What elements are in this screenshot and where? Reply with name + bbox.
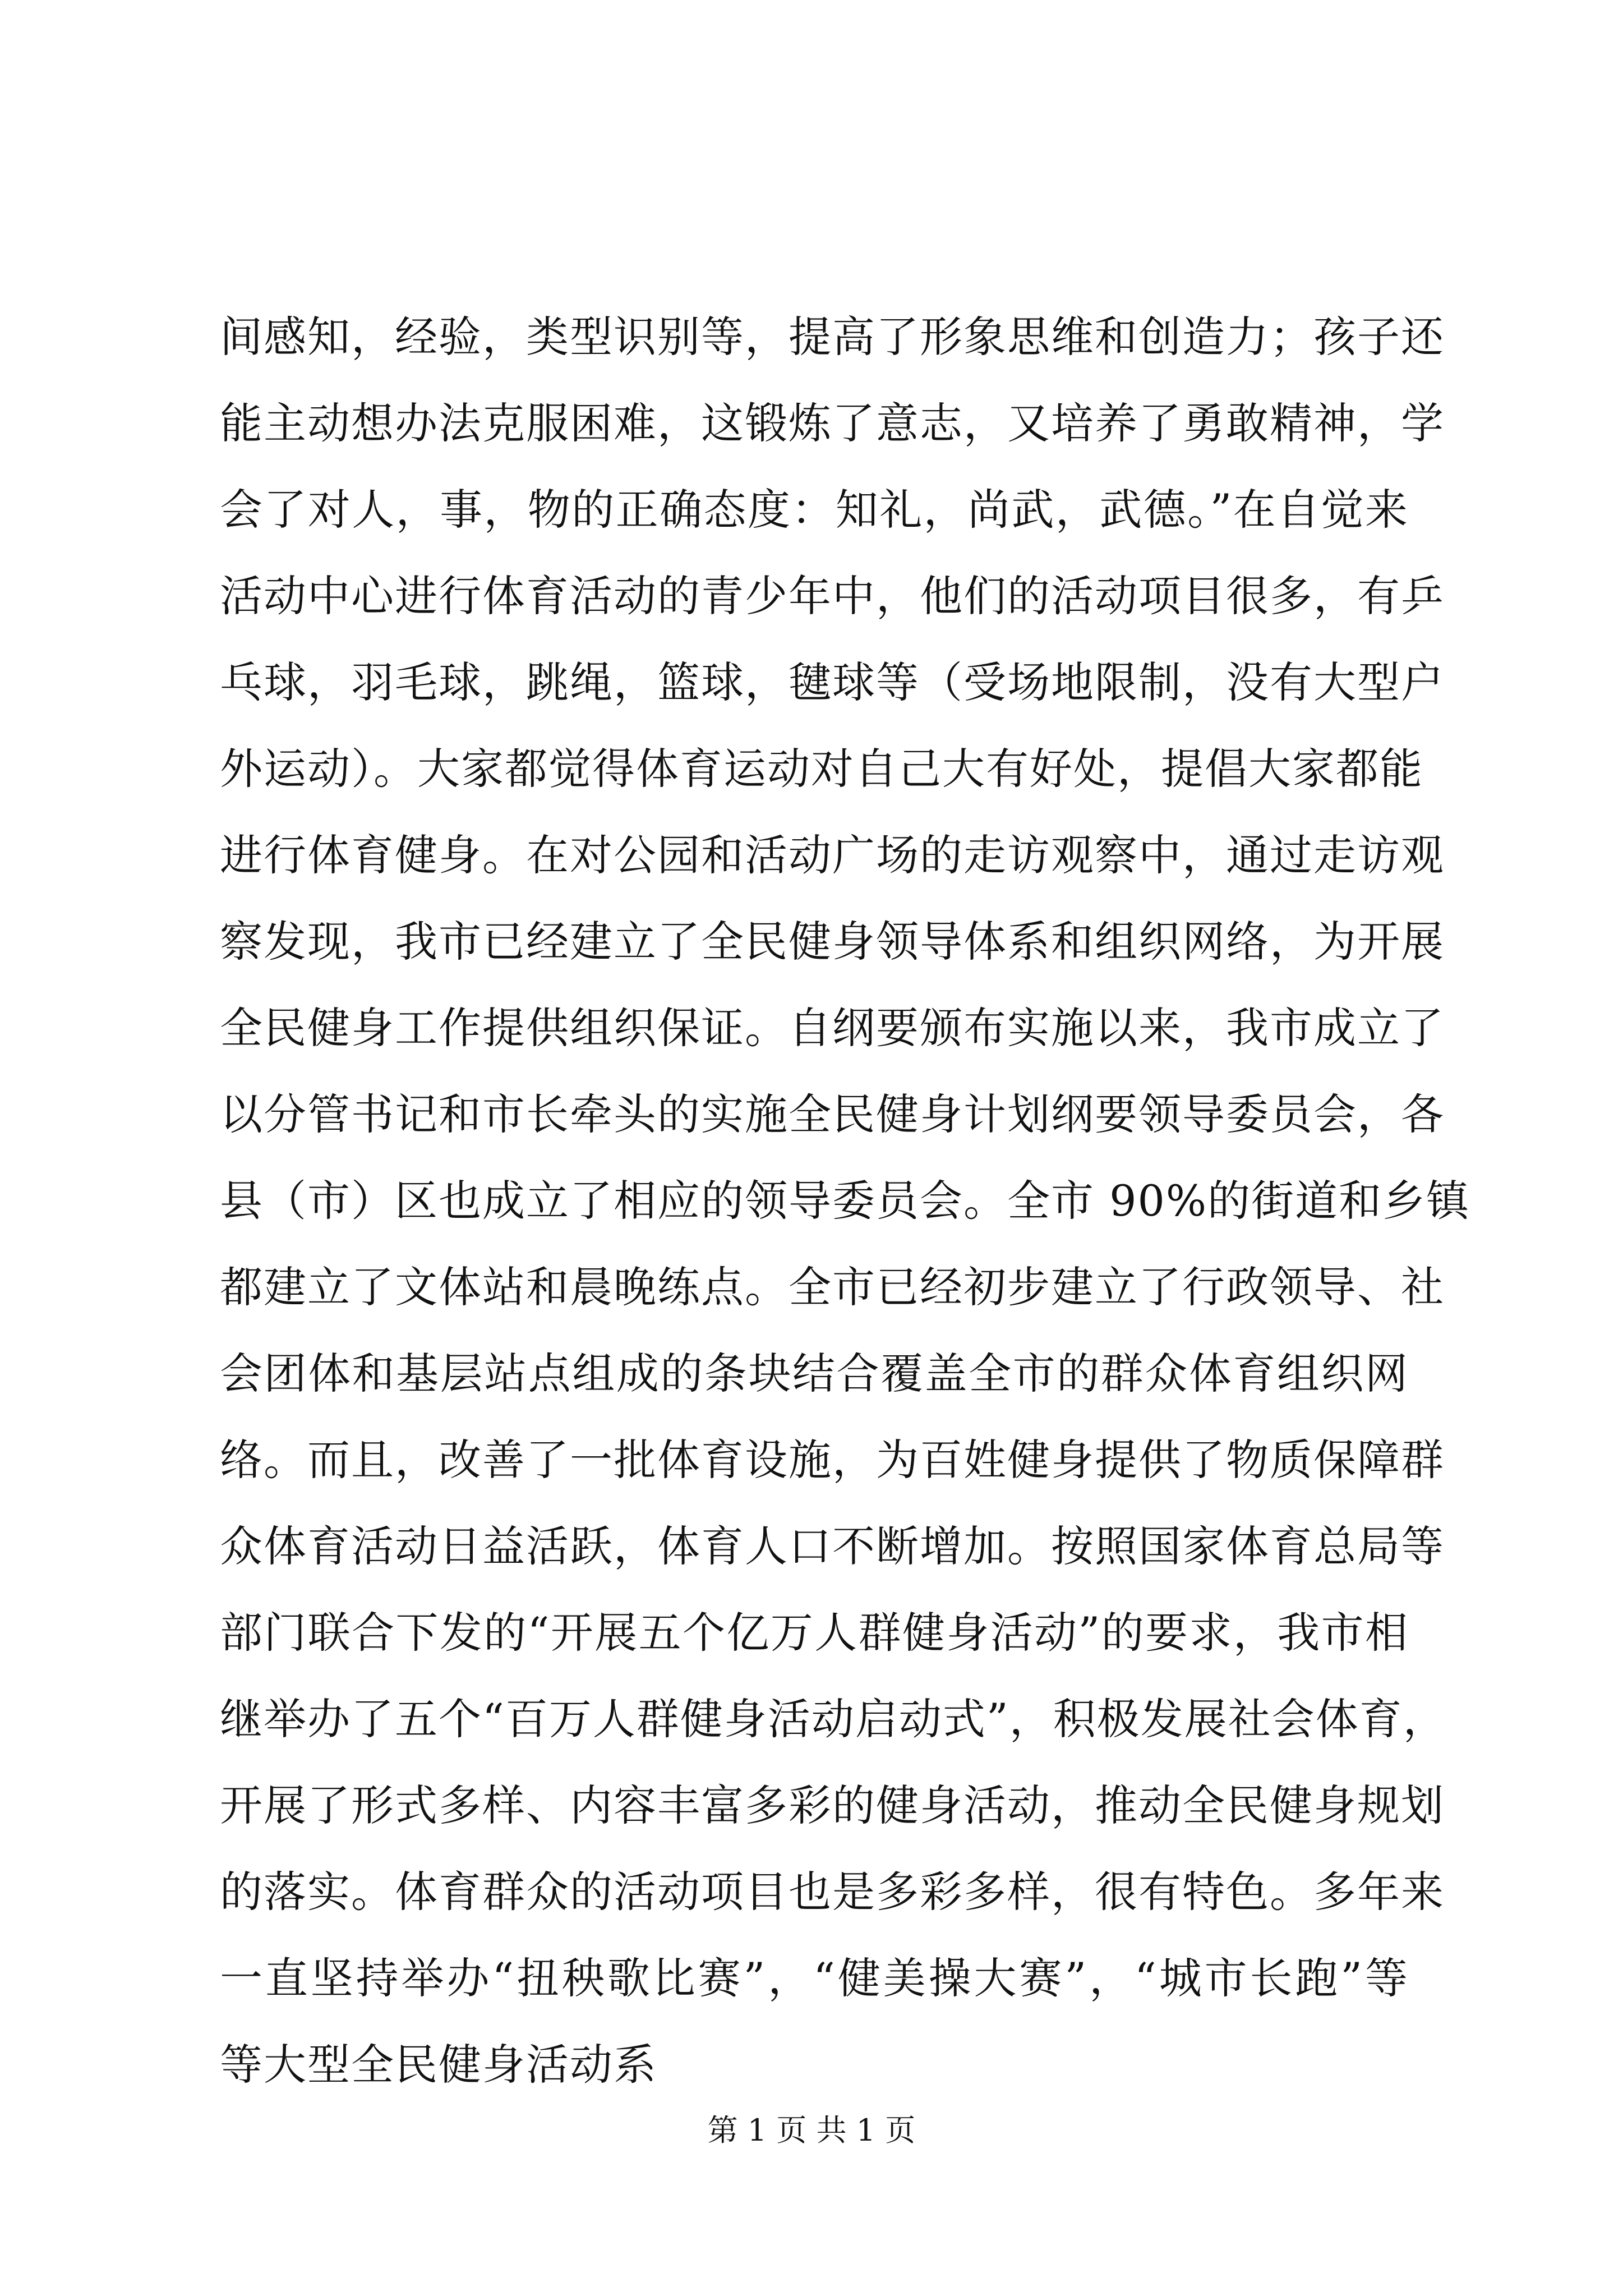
- text-line: 部门联合下发的“开展五个亿万人群健身活动”的要求，我市相: [220, 1608, 1409, 1658]
- text-line: 络。而且，改善了一批体育设施，为百姓健身提供了物质保障群: [220, 1435, 1445, 1485]
- text-line: 全民健身工作提供组织保证。自纲要颁布实施以来，我市成立了: [220, 1003, 1445, 1053]
- text-line: 会了对人，事，物的正确态度：知礼，尚武，武德。”在自觉来: [220, 485, 1409, 535]
- text-line: 外运动）。大家都觉得体育运动对自己大有好处，提倡大家都能: [220, 744, 1423, 794]
- text-line: 察发现，我市已经建立了全民健身领导体系和组织网络，为开展: [220, 917, 1445, 967]
- text-line: 以分管书记和市长牵头的实施全民健身计划纲要领导委员会，各: [220, 1089, 1445, 1139]
- text-line: 乓球，羽毛球，跳绳，篮球，毽球等（受场地限制，没有大型户: [220, 657, 1445, 707]
- text-line: 一直坚持举办“扭秧歌比赛”，“健美操大赛”，“城市长跑”等: [220, 1953, 1409, 2003]
- text-line: 能主动想办法克服困难，这锻炼了意志，又培养了勇敢精神，学: [220, 398, 1445, 448]
- body-text: [220, 294, 1470, 2108]
- text-line: 等大型全民健身活动系: [220, 2040, 657, 2090]
- text-line: 众体育活动日益活跃，体育人口不断增加。按照国家体育总局等: [220, 1521, 1445, 1571]
- text-line: 间感知，经验，类型识别等，提高了形象思维和创造力；孩子还: [220, 312, 1445, 362]
- text-line: 活动中心进行体育活动的青少年中，他们的活动项目很多，有乒: [220, 571, 1445, 621]
- text-line: 的落实。体育群众的活动项目也是多彩多样，很有特色。多年来: [220, 1867, 1445, 1917]
- text-line: 都建立了文体站和晨晚练点。全市已经初步建立了行政领导、社: [220, 1262, 1445, 1312]
- page-footer: 第 1 页 共 1 页: [707, 2113, 916, 2148]
- text-line: 继举办了五个“百万人群健身活动启动式”，积极发展社会体育，: [220, 1694, 1447, 1744]
- text-line: 会团体和基层站点组成的条块结合覆盖全市的群众体育组织网: [220, 1349, 1409, 1398]
- text-line: 县（市）区也成立了相应的领导委员会。全市 90%的街道和乡镇: [220, 1176, 1470, 1226]
- text-line: 进行体育健身。在对公园和活动广场的走访观察中，通过走访观: [220, 830, 1445, 880]
- text-line: 开展了形式多样、内容丰富多彩的健身活动，推动全民健身规划: [220, 1780, 1445, 1830]
